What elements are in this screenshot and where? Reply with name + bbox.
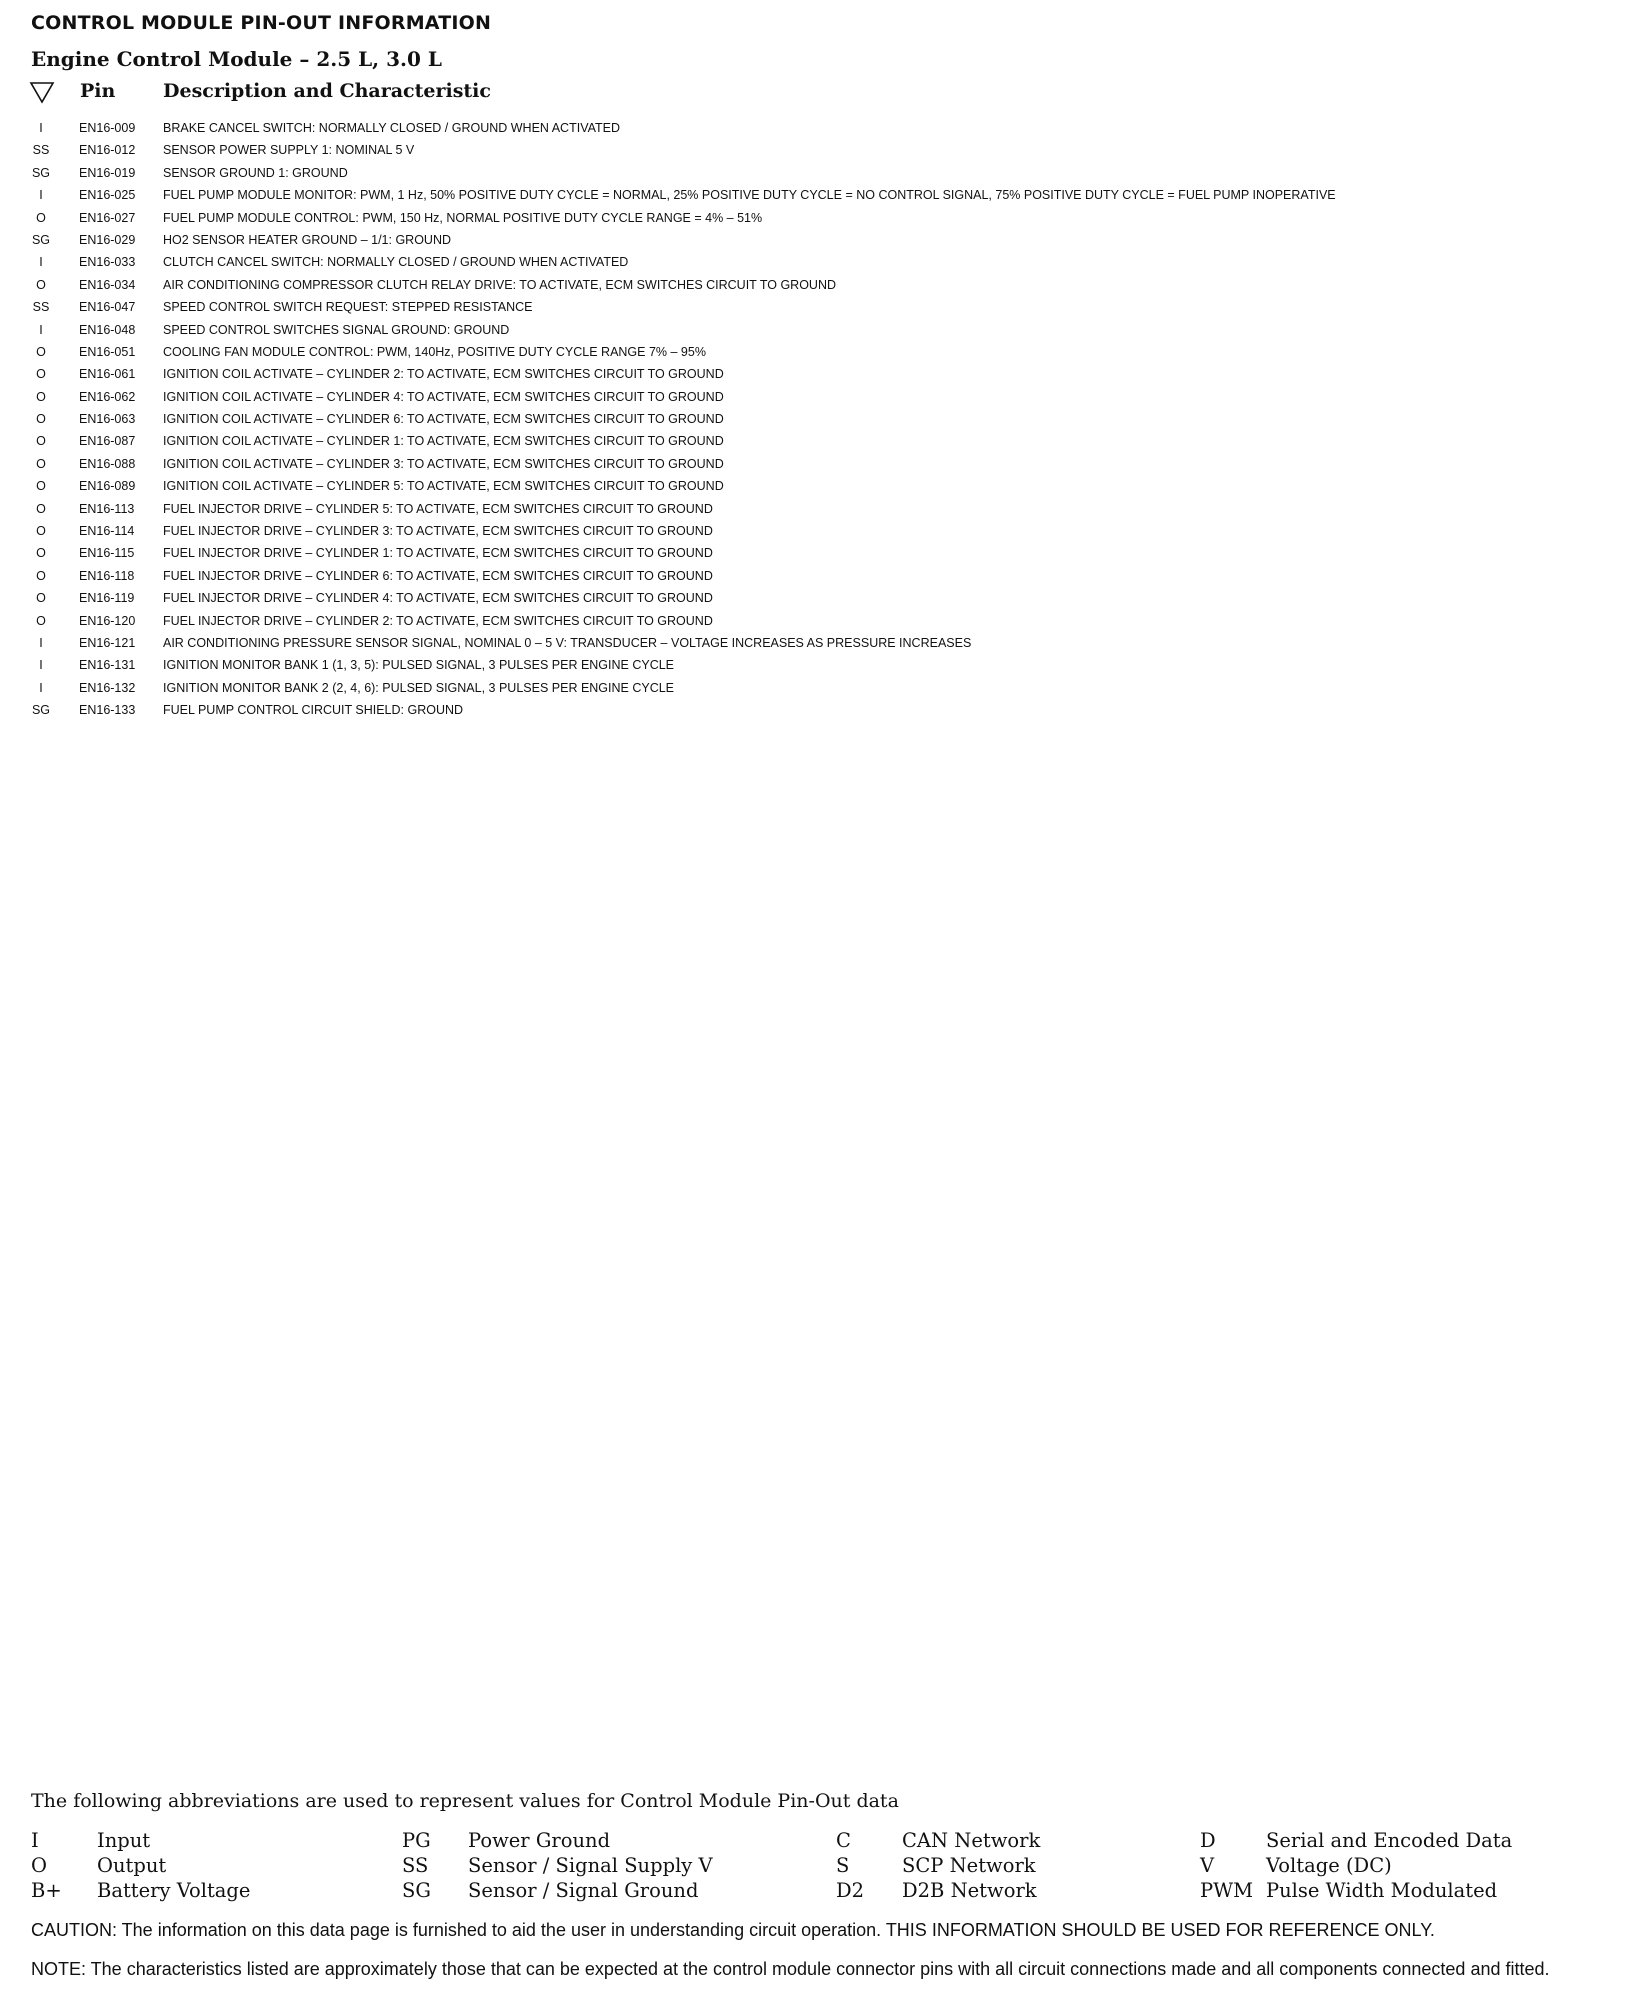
abbreviation-meaning: Sensor / Signal Ground bbox=[468, 1879, 699, 1902]
pin-id: EN16-118 bbox=[79, 568, 135, 583]
table-row bbox=[0, 453, 1648, 475]
abbreviation-code: S bbox=[836, 1854, 850, 1877]
pinout-table bbox=[0, 117, 1648, 722]
table-row bbox=[0, 319, 1648, 341]
pin-id: EN16-131 bbox=[79, 658, 136, 673]
table-row bbox=[0, 699, 1648, 721]
abbreviation-code: V bbox=[1200, 1854, 1215, 1877]
table-row bbox=[0, 565, 1648, 587]
pin-type: O bbox=[36, 524, 46, 539]
pin-type: O bbox=[36, 479, 46, 494]
pin-description: FUEL PUMP MODULE MONITOR: PWM, 1 Hz, 50% POSITIVE DUTY CYCLE = NORMAL, 25% POSITIVE DUTY CYCLE = NO CONTROL SIGNAL, 75% POSITIVE DUTY CYCLE = FUEL PUMP INOPERATIVE bbox=[163, 188, 1336, 203]
abbreviation-code: SS bbox=[402, 1854, 429, 1877]
abbreviation-meaning: Power Ground bbox=[468, 1829, 611, 1852]
table-row bbox=[0, 229, 1648, 251]
abbreviation-code: O bbox=[31, 1854, 47, 1877]
pin-id: EN16-121 bbox=[79, 635, 136, 650]
pin-description: HO2 SENSOR HEATER GROUND – 1/1: GROUND bbox=[163, 232, 452, 247]
pin-type: O bbox=[36, 389, 46, 404]
pin-description: AIR CONDITIONING COMPRESSOR CLUTCH RELAY DRIVE: TO ACTIVATE, ECM SWITCHES CIRCUIT TO GROUND bbox=[163, 277, 836, 292]
pin-type: I bbox=[39, 680, 43, 695]
pin-type: O bbox=[36, 277, 46, 292]
pin-type: SG bbox=[31, 703, 51, 718]
pin-id: EN16-061 bbox=[79, 367, 136, 382]
abbreviation-meaning: Sensor / Signal Supply V bbox=[468, 1854, 713, 1877]
table-row bbox=[0, 632, 1648, 654]
table-row bbox=[0, 341, 1648, 363]
pin-type: I bbox=[39, 322, 43, 337]
pin-id: EN16-115 bbox=[79, 546, 135, 561]
pin-id: EN16-009 bbox=[79, 121, 136, 135]
pin-type: O bbox=[36, 456, 46, 471]
table-row bbox=[0, 296, 1648, 318]
abbreviation-meaning: Output bbox=[97, 1854, 167, 1877]
abbreviation-meaning: Input bbox=[97, 1829, 151, 1852]
pin-id: EN16-063 bbox=[79, 412, 136, 427]
pin-description: SENSOR POWER SUPPLY 1: NOMINAL 5 V bbox=[163, 143, 415, 158]
pin-description: IGNITION COIL ACTIVATE – CYLINDER 2: TO ACTIVATE, ECM SWITCHES CIRCUIT TO GROUND bbox=[163, 367, 724, 382]
document-subtitle: Engine Control Module – 2.5 L, 3.0 L bbox=[31, 47, 442, 71]
pin-type: O bbox=[36, 344, 46, 359]
pin-description: SPEED CONTROL SWITCHES SIGNAL GROUND: GROUND bbox=[163, 322, 510, 337]
pin-type: O bbox=[36, 412, 46, 427]
abbreviations-legend bbox=[0, 1828, 1648, 1918]
pin-id: EN16-062 bbox=[79, 389, 136, 404]
pin-description: FUEL PUMP CONTROL CIRCUIT SHIELD: GROUND bbox=[163, 703, 464, 718]
pin-id: EN16-048 bbox=[79, 322, 136, 337]
pin-description: IGNITION COIL ACTIVATE – CYLINDER 6: TO ACTIVATE, ECM SWITCHES CIRCUIT TO GROUND bbox=[163, 412, 724, 427]
pin-id: EN16-120 bbox=[79, 613, 136, 628]
pin-id: EN16-051 bbox=[79, 344, 136, 359]
pin-id: EN16-034 bbox=[79, 277, 136, 292]
pin-type: O bbox=[36, 546, 46, 561]
pin-type: I bbox=[39, 188, 43, 203]
abbreviation-code: SG bbox=[402, 1879, 431, 1902]
pin-type: SG bbox=[31, 165, 51, 180]
down-triangle-icon bbox=[28, 78, 56, 106]
document-title: CONTROL MODULE PIN-OUT INFORMATION bbox=[31, 12, 492, 34]
pin-type: I bbox=[39, 658, 43, 673]
table-row bbox=[0, 677, 1648, 699]
pin-id: EN16-089 bbox=[79, 479, 136, 494]
abbreviation-meaning: Pulse Width Modulated bbox=[1266, 1879, 1498, 1902]
pin-description: FUEL INJECTOR DRIVE – CYLINDER 3: TO ACTIVATE, ECM SWITCHES CIRCUIT TO GROUND bbox=[163, 524, 713, 539]
table-row bbox=[0, 587, 1648, 609]
pin-description: SPEED CONTROL SWITCH REQUEST: STEPPED RESISTANCE bbox=[163, 300, 533, 315]
table-row bbox=[0, 498, 1648, 520]
pin-type: I bbox=[39, 635, 43, 650]
pin-description: IGNITION MONITOR BANK 2 (2, 4, 6): PULSED SIGNAL, 3 PULSES PER ENGINE CYCLE bbox=[163, 680, 675, 695]
pin-id: EN16-027 bbox=[79, 210, 136, 225]
table-row bbox=[0, 207, 1648, 229]
pin-id: EN16-029 bbox=[79, 232, 136, 247]
table-row bbox=[0, 610, 1648, 632]
pin-type: O bbox=[36, 367, 46, 382]
table-row bbox=[0, 139, 1648, 161]
table-row bbox=[0, 363, 1648, 385]
pin-description: IGNITION COIL ACTIVATE – CYLINDER 4: TO ACTIVATE, ECM SWITCHES CIRCUIT TO GROUND bbox=[163, 389, 724, 404]
pin-type: O bbox=[36, 210, 46, 225]
table-row bbox=[0, 475, 1648, 497]
abbreviation-meaning: D2B Network bbox=[902, 1879, 1037, 1902]
pin-type: O bbox=[36, 591, 46, 606]
abbreviation-code: B+ bbox=[31, 1879, 62, 1902]
note-text: NOTE: The characteristics listed are approximately those that can be expected at the control module connector pins with all circuit connections made and all components connected and fitted. bbox=[31, 1959, 1550, 1979]
table-row bbox=[0, 408, 1648, 430]
table-row bbox=[0, 542, 1648, 564]
abbreviation-meaning: CAN Network bbox=[902, 1829, 1041, 1852]
pin-description: IGNITION COIL ACTIVATE – CYLINDER 3: TO ACTIVATE, ECM SWITCHES CIRCUIT TO GROUND bbox=[163, 456, 724, 471]
pin-id: EN16-113 bbox=[79, 501, 135, 516]
pin-id: EN16-087 bbox=[79, 434, 136, 449]
pin-type: I bbox=[39, 121, 43, 135]
pin-description: FUEL INJECTOR DRIVE – CYLINDER 2: TO ACTIVATE, ECM SWITCHES CIRCUIT TO GROUND bbox=[163, 613, 713, 628]
pin-description: CLUTCH CANCEL SWITCH: NORMALLY CLOSED / GROUND WHEN ACTIVATED bbox=[163, 255, 629, 270]
pin-description: FUEL PUMP MODULE CONTROL: PWM, 150 Hz, NORMAL POSITIVE DUTY CYCLE RANGE = 4% – 51% bbox=[163, 210, 763, 225]
pin-id: EN16-132 bbox=[79, 680, 136, 695]
table-row bbox=[0, 430, 1648, 452]
abbreviation-meaning: Serial and Encoded Data bbox=[1266, 1829, 1513, 1852]
pin-description: FUEL INJECTOR DRIVE – CYLINDER 4: TO ACTIVATE, ECM SWITCHES CIRCUIT TO GROUND bbox=[163, 591, 713, 606]
pin-id: EN16-133 bbox=[79, 703, 136, 718]
column-header-pin: Pin bbox=[80, 80, 116, 102]
pin-id: EN16-088 bbox=[79, 456, 136, 471]
column-header-description: Description and Characteristic bbox=[163, 80, 491, 102]
pin-id: EN16-012 bbox=[79, 143, 136, 158]
table-row bbox=[0, 117, 1648, 139]
pin-description: COOLING FAN MODULE CONTROL: PWM, 140Hz, POSITIVE DUTY CYCLE RANGE 7% – 95% bbox=[163, 344, 706, 359]
abbreviation-code: C bbox=[836, 1829, 851, 1852]
pin-id: EN16-019 bbox=[79, 165, 136, 180]
table-row bbox=[0, 386, 1648, 408]
pin-type: O bbox=[36, 434, 46, 449]
table-row bbox=[0, 251, 1648, 273]
pin-id: EN16-047 bbox=[79, 300, 136, 315]
pin-type: SS bbox=[32, 143, 50, 158]
abbreviation-meaning: SCP Network bbox=[902, 1854, 1036, 1877]
pin-type: O bbox=[36, 568, 46, 583]
abbreviation-meaning: Voltage (DC) bbox=[1266, 1854, 1392, 1877]
table-row bbox=[0, 162, 1648, 184]
pin-description: FUEL INJECTOR DRIVE – CYLINDER 6: TO ACTIVATE, ECM SWITCHES CIRCUIT TO GROUND bbox=[163, 568, 713, 583]
pin-description: FUEL INJECTOR DRIVE – CYLINDER 1: TO ACTIVATE, ECM SWITCHES CIRCUIT TO GROUND bbox=[163, 546, 713, 561]
table-row bbox=[0, 520, 1648, 542]
pin-description: FUEL INJECTOR DRIVE – CYLINDER 5: TO ACTIVATE, ECM SWITCHES CIRCUIT TO GROUND bbox=[163, 501, 713, 516]
pin-id: EN16-114 bbox=[79, 524, 135, 539]
pin-description: BRAKE CANCEL SWITCH: NORMALLY CLOSED / GROUND WHEN ACTIVATED bbox=[163, 121, 621, 135]
pin-type: O bbox=[36, 501, 46, 516]
pin-id: EN16-119 bbox=[79, 591, 135, 606]
abbreviation-code: PG bbox=[402, 1829, 431, 1852]
pin-description: IGNITION COIL ACTIVATE – CYLINDER 5: TO ACTIVATE, ECM SWITCHES CIRCUIT TO GROUND bbox=[163, 479, 724, 494]
abbreviation-code: D2 bbox=[836, 1879, 865, 1902]
table-row bbox=[0, 274, 1648, 296]
pin-type: SS bbox=[32, 300, 50, 315]
abbreviation-code: I bbox=[31, 1829, 39, 1852]
caution-text: CAUTION: The information on this data page is furnished to aid the user in understanding circuit operation. THIS INFORMATION SHOULD BE USED FOR REFERENCE ONLY. bbox=[31, 1920, 1435, 1940]
pin-type: I bbox=[39, 255, 43, 270]
pin-id: EN16-033 bbox=[79, 255, 136, 270]
table-row bbox=[0, 184, 1648, 206]
table-row bbox=[0, 654, 1648, 676]
abbreviations-intro: The following abbreviations are used to represent values for Control Module Pin-Out data bbox=[31, 1790, 899, 1812]
pin-description: IGNITION COIL ACTIVATE – CYLINDER 1: TO ACTIVATE, ECM SWITCHES CIRCUIT TO GROUND bbox=[163, 434, 724, 449]
pin-id: EN16-025 bbox=[79, 188, 136, 203]
abbreviation-meaning: Battery Voltage bbox=[97, 1879, 251, 1902]
pin-type: O bbox=[36, 613, 46, 628]
pin-description: IGNITION MONITOR BANK 1 (1, 3, 5): PULSED SIGNAL, 3 PULSES PER ENGINE CYCLE bbox=[163, 658, 675, 673]
abbreviation-code: PWM bbox=[1200, 1879, 1254, 1902]
pin-description: AIR CONDITIONING PRESSURE SENSOR SIGNAL, NOMINAL 0 – 5 V: TRANSDUCER – VOLTAGE INCREASES AS PRESSURE INCREASES bbox=[163, 635, 972, 650]
pin-type: SG bbox=[31, 232, 51, 247]
pin-description: SENSOR GROUND 1: GROUND bbox=[163, 165, 348, 180]
abbreviation-code: D bbox=[1200, 1829, 1216, 1852]
